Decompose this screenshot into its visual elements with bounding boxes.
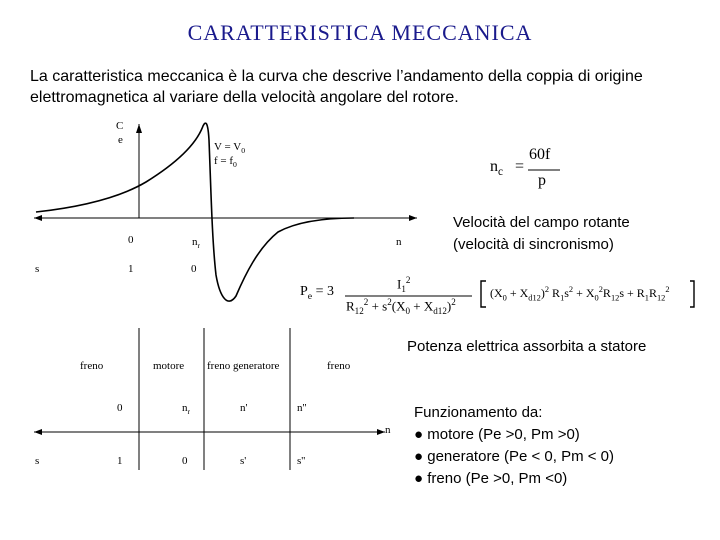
- v-equals-v0-label: $V = V_0$: [214, 141, 246, 156]
- bottom-s-one: 1: [117, 455, 123, 467]
- bottom-n-zero: 0: [117, 402, 123, 414]
- top-one-s-label: 1: [128, 263, 134, 275]
- operation-modes: [414, 402, 614, 490]
- slide-title: CARATTERISTICA MECCANICA: [187, 20, 533, 45]
- c-axis-label: C: [116, 120, 124, 132]
- operation-item-generatore: ● generatore (Pe < 0, Pm < 0): [414, 448, 614, 465]
- nc-formula-eq: =: [515, 158, 525, 175]
- region-freno-left: freno: [80, 360, 104, 372]
- top-n-axis-label: n: [396, 236, 402, 248]
- bottom-n-prime: n': [240, 402, 248, 414]
- nc-formula-denominator: p: [538, 172, 546, 189]
- top-zero-s-label: 0: [191, 263, 197, 275]
- sync-speed-note-line1: Velocità del campo rotante: [453, 214, 630, 231]
- region-freno-generatore: freno generatore: [207, 360, 280, 372]
- bottom-s-axis-label: s: [35, 455, 40, 467]
- operation-item-motore: ● motore (Pe >0, Pm >0): [414, 426, 580, 443]
- top-zero-n-label: 0: [128, 234, 134, 246]
- bottom-s-prime: s': [240, 455, 247, 467]
- top-nr-label: $n_r$: [192, 236, 201, 251]
- bottom-s-zero: 0: [182, 455, 188, 467]
- f-equals-f0-label: $f = f_0$: [214, 155, 237, 170]
- region-motore: motore: [153, 360, 185, 372]
- intro-paragraph: La caratteristica meccanica è la curva che descrive l’andamento della coppia di origine elettromagnetica al variare della velocità angolare del rotore.: [30, 68, 643, 106]
- pe-note: Potenza elettrica assorbita a statore: [407, 338, 647, 355]
- bottom-nr: $n_r$: [182, 402, 191, 417]
- c-axis-sub: e: [118, 134, 123, 146]
- operation-heading: Funzionamento da:: [414, 404, 543, 421]
- nc-formula-numerator: 60f: [529, 146, 551, 163]
- top-c-axis-arrow: [136, 124, 142, 133]
- bottom-s-double-prime: s'': [297, 455, 306, 467]
- bottom-n-axis-arrow-right: [377, 429, 385, 435]
- sync-speed-note-line2: (velocità di sincronismo): [453, 236, 614, 253]
- pe-bracket-left: [481, 281, 486, 307]
- operation-item-freno: ● freno (Pe >0, Pm <0): [414, 470, 568, 487]
- pe-formula-denominator: $R_{12}^2 + s^2(X_0 + X_{d12})^2$: [346, 297, 456, 316]
- pe-formula-bracket-content: $(X_0 + X_{d12})^2$ $R_1s^2 + X_0^2R_{12}s + R_1R_{12}^2$: [490, 285, 670, 303]
- top-n-axis-arrow-left: [34, 215, 42, 221]
- pe-formula-numerator: $I_1^2$: [397, 275, 411, 294]
- nc-formula-lhs: $n_c$: [490, 158, 503, 179]
- bottom-n-axis-arrow-left: [34, 429, 42, 435]
- region-freno-right: freno: [327, 360, 351, 372]
- bottom-n-axis-label: n: [385, 424, 391, 436]
- bottom-n-double-prime: n'': [297, 402, 307, 414]
- pe-formula-lhs: $P_e = 3$: [300, 284, 335, 302]
- pe-bracket-right: [690, 281, 694, 307]
- top-n-axis-arrow-right: [409, 215, 417, 221]
- top-s-axis-label: s: [35, 263, 40, 275]
